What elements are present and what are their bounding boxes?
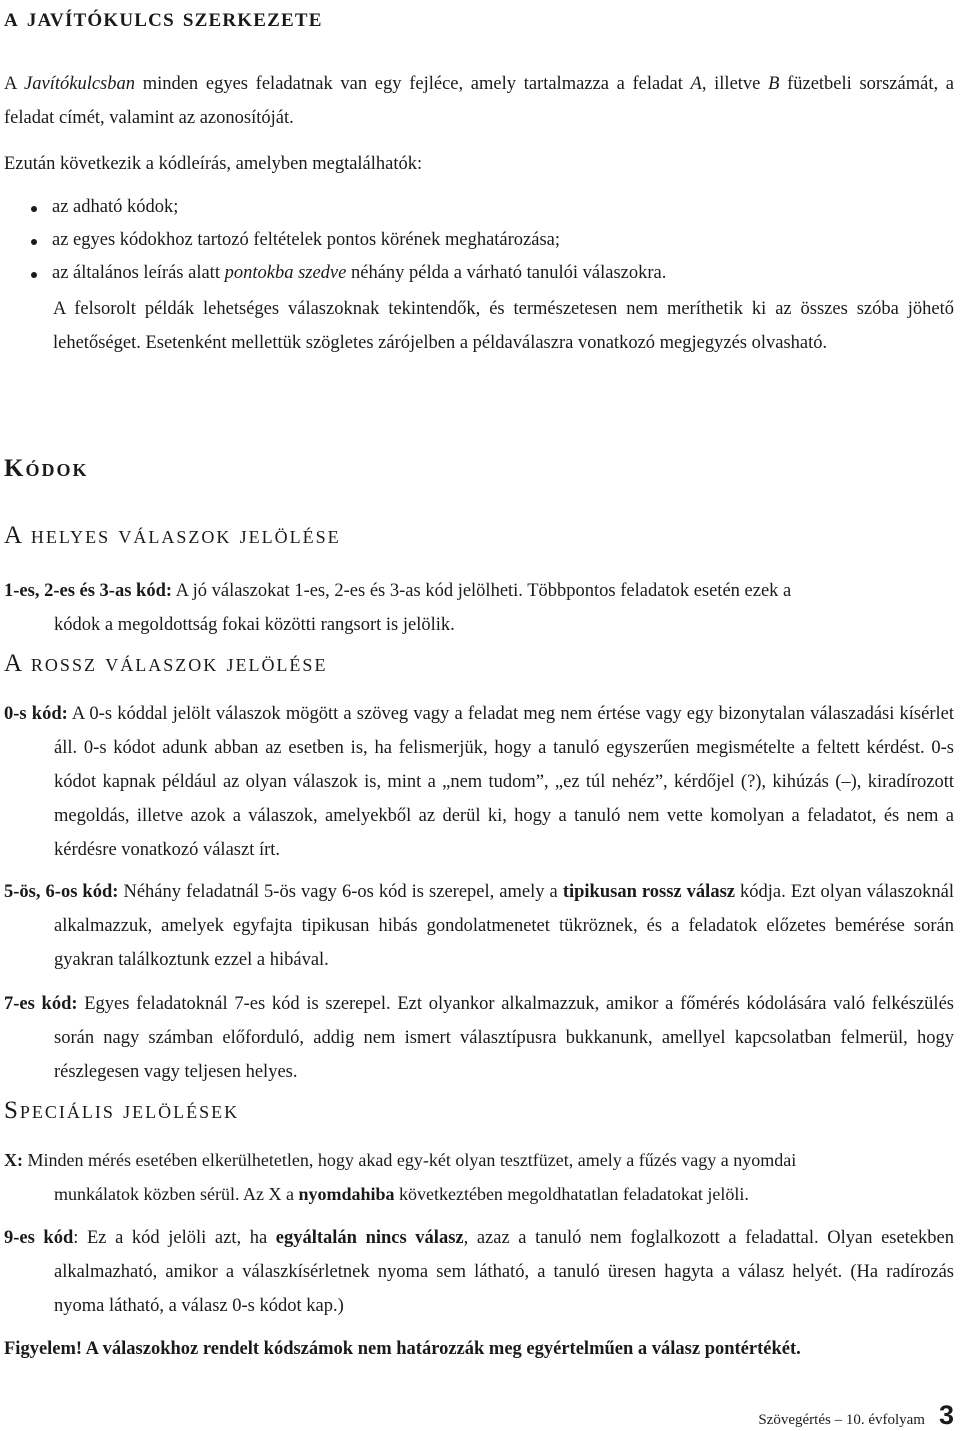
code-label: 9-es kód <box>4 1228 74 1248</box>
code-label: 7-es kód: <box>4 994 78 1014</box>
list-item: az adható kódok; <box>4 191 954 224</box>
correct-codes-entry <box>4 574 954 642</box>
intro-paragraph <box>4 67 954 135</box>
warning-note: Figyelem! A válaszokhoz rendelt kódszámok nem határozzák meg egyértelműen a válasz pontértékét. <box>4 1339 801 1359</box>
emphasis: Javítókulcsban <box>24 74 135 94</box>
code-label: 5-ös, 6-os kód: <box>4 882 119 902</box>
text: munkálatok közben sérül. Az X a <box>54 1184 299 1204</box>
correct-answers-heading: A helyes válaszok jelölése <box>4 522 341 549</box>
code-label: 1-es, 2-es és 3-as kód: <box>4 581 173 601</box>
correct-codes-line1 <box>4 574 954 608</box>
text: A <box>4 74 25 94</box>
code-label: X: <box>4 1150 23 1170</box>
text: Minden mérés esetében elkerülhetetlen, hogy akad egy-két olyan tesztfüzet, amely a fűzés vagy a nyomdai <box>23 1150 797 1170</box>
text: Egyes feladatoknál 7-es kód is szerepel. Ezt olyankor alkalmazzuk, amikor a főmérés kódolására való felkészülés során nagy számban előforduló, addig nem ismert választípusra bukkanunk, amellyel kapcsolatban felmerül, hogy részlegesen vagy teljesen helyes. <box>54 994 954 1082</box>
wrong-answers-heading: A rossz válaszok jelölése <box>4 650 328 677</box>
list-item: az egyes kódokhoz tartozó feltételek pontos körének meghatározása; <box>4 224 954 257</box>
page-footer <box>758 1400 954 1431</box>
emphasis: pontokba szedve <box>224 263 347 283</box>
text: A 0-s kóddal jelölt válaszok mögött a szöveg vagy a feladat meg nem értése vagy egy bizonytalan válaszadási kísérlet áll. 0-s kódot adunk abban az esetben is, ha felismerjük, hogy a tanuló egyszerűen megismételte a feltett kérdést. 0-s kódot kapnak például az olyan válaszok is, mint a „nem tudom”, „ez túl nehéz”, kérdőjel (?), kihúzás (–), kiradírozott megoldás, illetve azok a válaszok, amelyekből az derül ki, hogy a tanuló nem vette komolyan a feladatot, és nem a kérdésre vonatkozó választ írt. <box>54 704 954 860</box>
bold-text: tipikusan rossz válasz <box>562 882 735 902</box>
text: néhány példa a várható tanulói válaszokra. <box>346 263 667 283</box>
text: füzetbeli sorszámát, a feladat címét, valamint az azonosítóját. <box>4 74 954 128</box>
code-x-line1 <box>4 1143 954 1177</box>
code-x-line2 <box>4 1177 954 1211</box>
text: kódja. Ezt olyan válaszoknál alkalmazzuk, amelyek egyfajta tipikusan hibás gondolatmenetet tükröznek, és a feladatok előzetes bemérése során gyakran találkoztunk ezzel a hibával. <box>54 882 954 970</box>
text: az általános leírás alatt <box>52 263 225 283</box>
page-number: 3 <box>938 1400 954 1430</box>
intro-lead: Ezután következik a kódleírás, amelyben megtalálhatók: <box>4 154 423 174</box>
list-item <box>4 257 954 290</box>
main-heading: a javítókulcs szerkezete <box>4 2 323 32</box>
text: A jó válaszokat 1-es, 2-es és 3-as kód jelölheti. Többpontos feladatok esetén ezek a <box>172 581 792 601</box>
text: következtében megoldhatatlan feladatokat jelöli. <box>394 1184 749 1204</box>
code-5-6-entry <box>4 875 954 977</box>
correct-codes-line2: kódok a megoldottság fokai közötti rangsort is jelölik. <box>54 615 455 635</box>
special-marks-heading: Speciális jelölések <box>4 1097 240 1124</box>
emphasis: B <box>768 74 780 94</box>
code-0-entry <box>4 697 954 867</box>
text: , azaz a tanuló nem foglalkozott a feladattal. Olyan esetekben alkalmazható, amikor a válaszkísérletnek nyoma sem látható, a tanuló üresen hagyta a válasz helyét. (Ha radírozás nyoma látható, a válasz 0-s kódot kap.) <box>54 1228 954 1316</box>
codes-heading: Kódok <box>4 455 89 482</box>
footer-text: Szövegértés – 10. évfolyam <box>758 1412 925 1428</box>
emphasis: A <box>690 74 702 94</box>
text: Néhány feladatnál 5-ös vagy 6-os kód is szerepel, amely a <box>118 882 563 902</box>
examples-note: A felsorolt példák lehetséges válaszoknak tekintendők, és természetesen nem meríthetik ki az összes szóba jöhető lehetőséget. Esetenként mellettük szögletes zárójelben a példaválaszra vonatkozó megjegyzés olvasható. <box>53 299 954 353</box>
code-7-entry <box>4 987 954 1089</box>
text: , illetve <box>701 74 769 94</box>
code-label: 0-s kód: <box>4 704 68 724</box>
code-9-entry <box>4 1221 954 1323</box>
text: : Ez a kód jelöli azt, ha <box>73 1228 276 1248</box>
bold-text: egyáltalán nincs válasz <box>275 1228 464 1248</box>
code-description-list <box>4 191 954 290</box>
text: minden egyes feladatnak van egy fejléce, amely tartalmazza a feladat <box>135 74 691 94</box>
bold-text: nyomdahiba <box>298 1184 395 1204</box>
code-x-entry <box>4 1143 954 1211</box>
